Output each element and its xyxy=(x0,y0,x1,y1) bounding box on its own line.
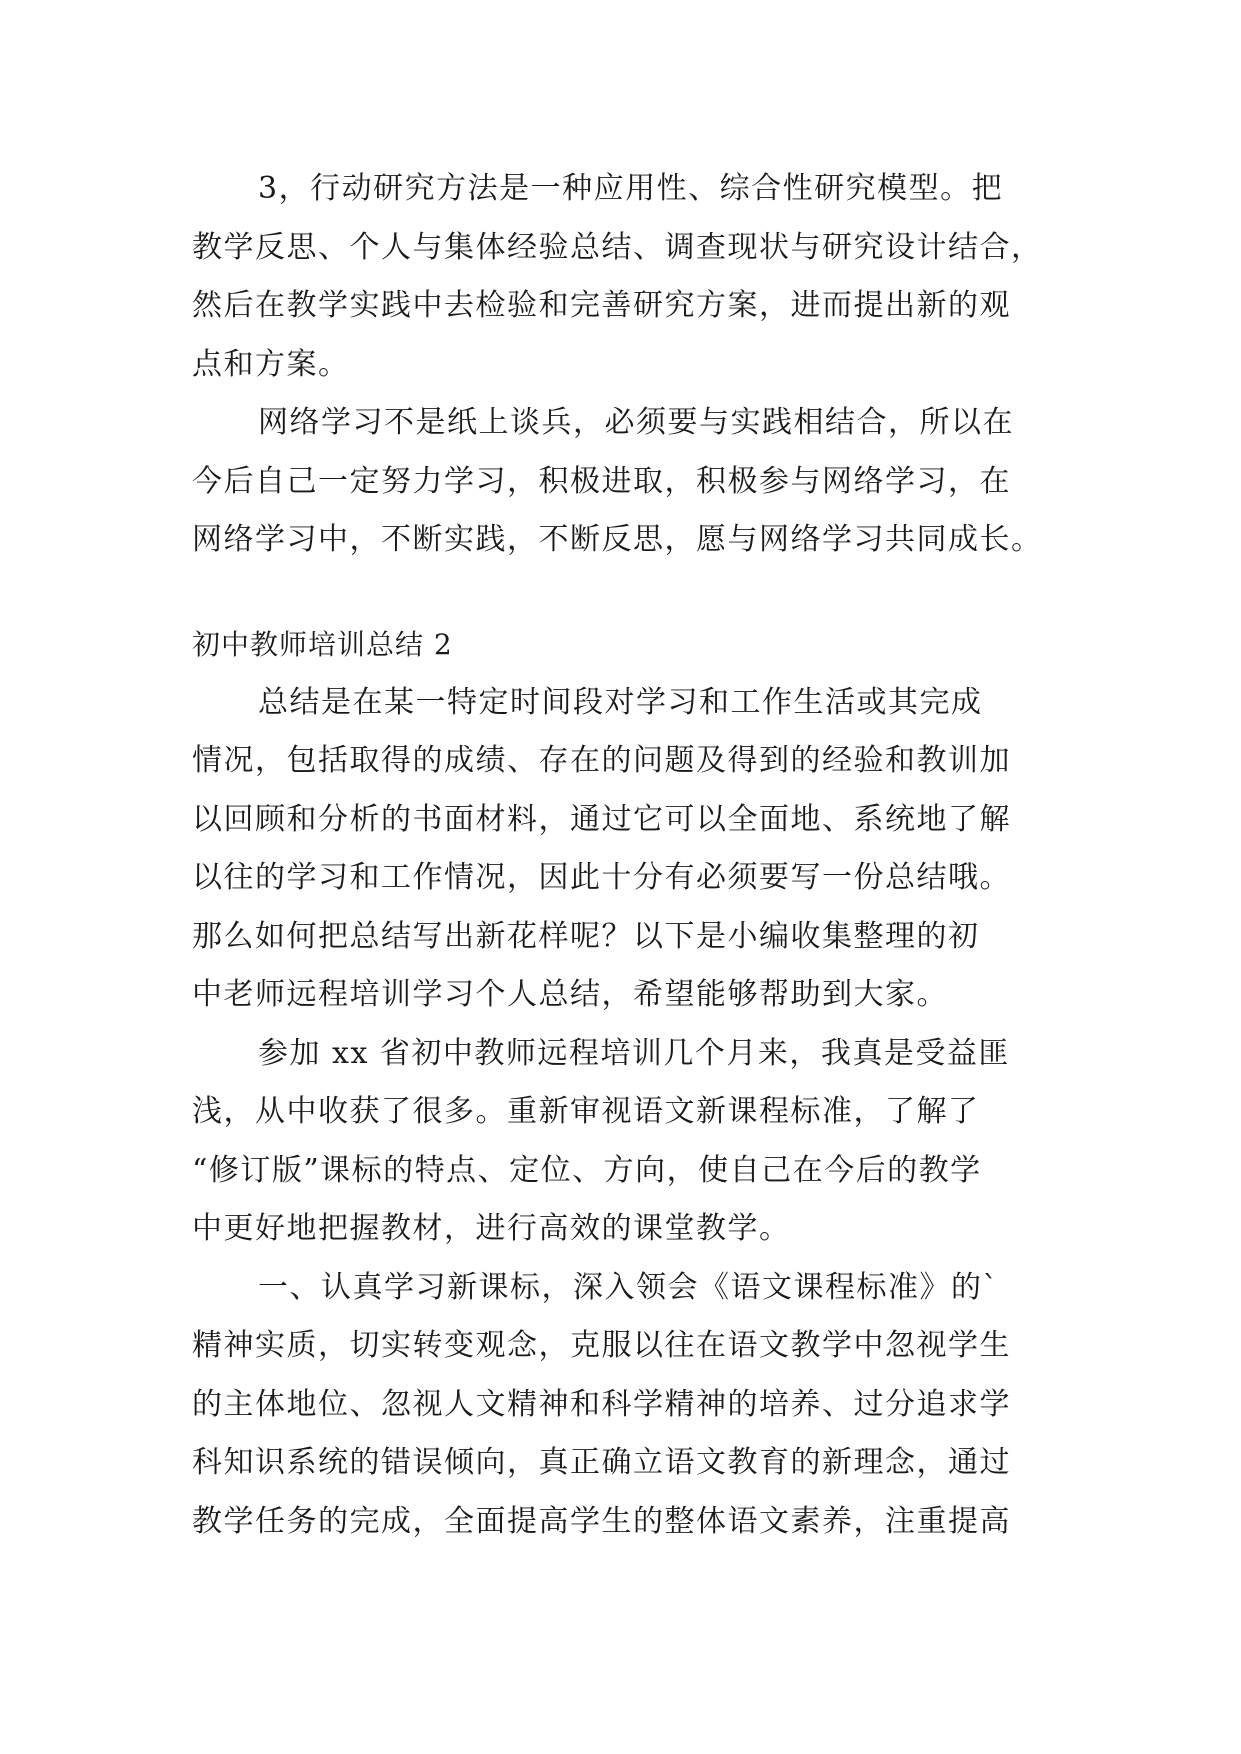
text-line: 情况，包括取得的成绩、存在的问题及得到的经验和教训加 xyxy=(192,743,1011,778)
document-page xyxy=(192,160,1052,1551)
text-line: 以回顾和分析的书面材料，通过它可以全面地、系统地了解 xyxy=(192,801,1011,837)
paragraph-training-experience xyxy=(192,1025,1052,1259)
text-line: 点和方案。 xyxy=(192,346,350,382)
text-line: 参加 xx 省初中教师远程培训几个月来，我真是受益匪 xyxy=(258,1035,1010,1071)
text-line: “修订版”课标的特点、定位、方向，使自己在今后的教学 xyxy=(192,1152,982,1188)
paragraph-summary-intro xyxy=(192,674,1052,1025)
text-line: 一、认真学习新课标，深入领会《语文课程标准》的` xyxy=(258,1269,999,1305)
section-spacer xyxy=(192,570,1052,616)
text-line: 那么如何把总结写出新花样呢？以下是小编收集整理的初 xyxy=(192,918,980,954)
text-line: 科知识系统的错误倾向，真正确立语文教育的新理念，通过 xyxy=(192,1445,1011,1480)
text-line: 网络学习不是纸上谈兵，必须要与实践相结合，所以在 xyxy=(258,405,1014,440)
section-heading: 初中教师培训总结 2 xyxy=(192,627,453,661)
paragraph-research-method xyxy=(192,160,1052,394)
text-line: 然后在教学实践中去检验和完善研究方案，进而提出新的观 xyxy=(192,288,1011,323)
text-line: 的主体地位、忽视人文精神和科学精神的培养、过分追求学 xyxy=(192,1386,1011,1422)
text-line: 浅，从中收获了很多。重新审视语文新课程标准，了解了 xyxy=(192,1094,980,1129)
text-line: 总结是在某一特定时间段对学习和工作生活或其完成 xyxy=(258,684,983,720)
text-line: 精神实质，切实转变观念，克服以往在语文教学中忽视学生 xyxy=(192,1328,1011,1363)
text-line: 网络学习中，不断实践，不断反思，愿与网络学习共同成长。 xyxy=(192,522,1043,557)
text-line: 以往的学习和工作情况，因此十分有必须要写一份总结哦。 xyxy=(192,860,1011,895)
text-line: 教学任务的完成，全面提高学生的整体语文素养，注重提高 xyxy=(192,1503,1011,1539)
text-line: 教学反思、个人与集体经验总结、调查现状与研究设计结合， xyxy=(192,229,1043,265)
text-line: 中老师远程培训学习个人总结，希望能够帮助到大家。 xyxy=(192,977,948,1012)
paragraph-new-curriculum xyxy=(192,1259,1052,1552)
paragraph-online-learning xyxy=(192,394,1052,570)
text-line: 今后自己一定努力学习，积极进取，积极参与网络学习，在 xyxy=(192,463,1011,499)
text-line: 中更好地把握教材，进行高效的课堂教学。 xyxy=(192,1211,791,1246)
text-line: 3，行动研究方法是一种应用性、综合性研究模型。把 xyxy=(258,171,1004,206)
